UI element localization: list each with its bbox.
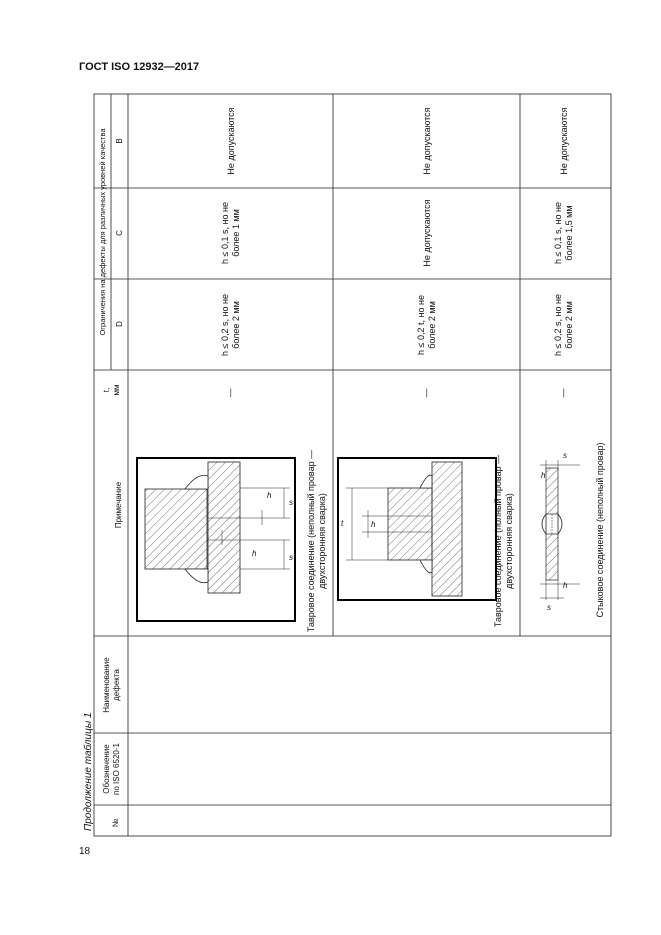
header-designation-1: Обозначение xyxy=(102,744,111,794)
header-name-2: дефекта xyxy=(112,669,121,701)
fig3-label-s-bottom: s xyxy=(547,603,551,612)
row1-b: Не допускаются xyxy=(226,107,236,175)
t-joint-partial-figure xyxy=(137,458,295,621)
header-name-1: Наименование xyxy=(102,657,111,713)
row1-d-1: h ≤ 0,2 s, но не xyxy=(220,294,230,356)
row1-c-2: более 1 мм xyxy=(231,209,241,257)
fig2-label-t: t xyxy=(341,519,344,528)
row2-c: Не допускаются xyxy=(422,199,432,267)
row3-c-1: h ≤ 0,1 s, но не xyxy=(553,202,563,264)
row1-caption-2: двухсторонняя сварка) xyxy=(317,493,327,589)
header-level-b: B xyxy=(115,138,124,144)
header-t-2: мм xyxy=(112,384,121,396)
row3-d-2: более 2 мм xyxy=(564,301,574,349)
row2-d-2: более 2 мм xyxy=(427,301,437,349)
table-caption: Продолжение таблицы 1 xyxy=(83,712,94,831)
header-note: Примечание xyxy=(114,481,123,529)
row3-d-1: h ≤ 0,2 s, но не xyxy=(553,294,563,356)
document-header: ГОСТ ISO 12932—2017 xyxy=(79,61,200,73)
row2-caption-1: Тавровое соединение (полный провар — xyxy=(493,454,503,628)
fig1-label-h-upper: h xyxy=(267,491,272,500)
header-limits-group: Ограничения на дефекты для различных уровней качества xyxy=(98,128,107,336)
fig1-label-s-upper: s xyxy=(289,498,293,507)
row2-caption-2: двухсторонняя сварка) xyxy=(504,493,514,589)
header-no: № xyxy=(111,818,120,828)
fig1-label-h-lower: h xyxy=(252,549,257,558)
row1-caption-1: Тавровое соединение (неполный провар — xyxy=(306,449,316,633)
row2-d-1: h ≤ 0,2 t, но не xyxy=(416,295,426,355)
table-grid xyxy=(94,94,611,836)
fig3-label-s-top: s xyxy=(563,451,567,460)
row1-c-1: h ≤ 0,1 s, но не xyxy=(220,202,230,264)
row1-d-2: более 2 мм xyxy=(231,301,241,349)
row3-c-2: более 1,5 мм xyxy=(564,205,574,261)
header-level-c: C xyxy=(115,230,124,236)
t-joint-full-figure xyxy=(338,458,496,600)
row3-t: — xyxy=(558,388,568,398)
fig1-label-s-lower: s xyxy=(289,553,293,562)
butt-joint-figure xyxy=(540,451,580,612)
row2-t: — xyxy=(421,388,431,398)
row-3 xyxy=(553,107,605,617)
header-designation-2: по ISO 6520-1 xyxy=(112,743,121,795)
header-level-d: D xyxy=(115,321,124,327)
row3-b: Не допускаются xyxy=(559,107,569,175)
row2-b: Не допускаются xyxy=(422,107,432,175)
row1-t: — xyxy=(225,388,235,398)
fig2-label-h: h xyxy=(371,520,376,529)
row3-caption-1: Стыковое соединение (неполный провар) xyxy=(595,442,605,618)
page-number: 18 xyxy=(79,846,91,857)
fig3-label-h-bottom: h xyxy=(563,581,568,590)
header-t-1: t, xyxy=(102,387,111,393)
fig3-label-h-top: h xyxy=(541,471,546,480)
